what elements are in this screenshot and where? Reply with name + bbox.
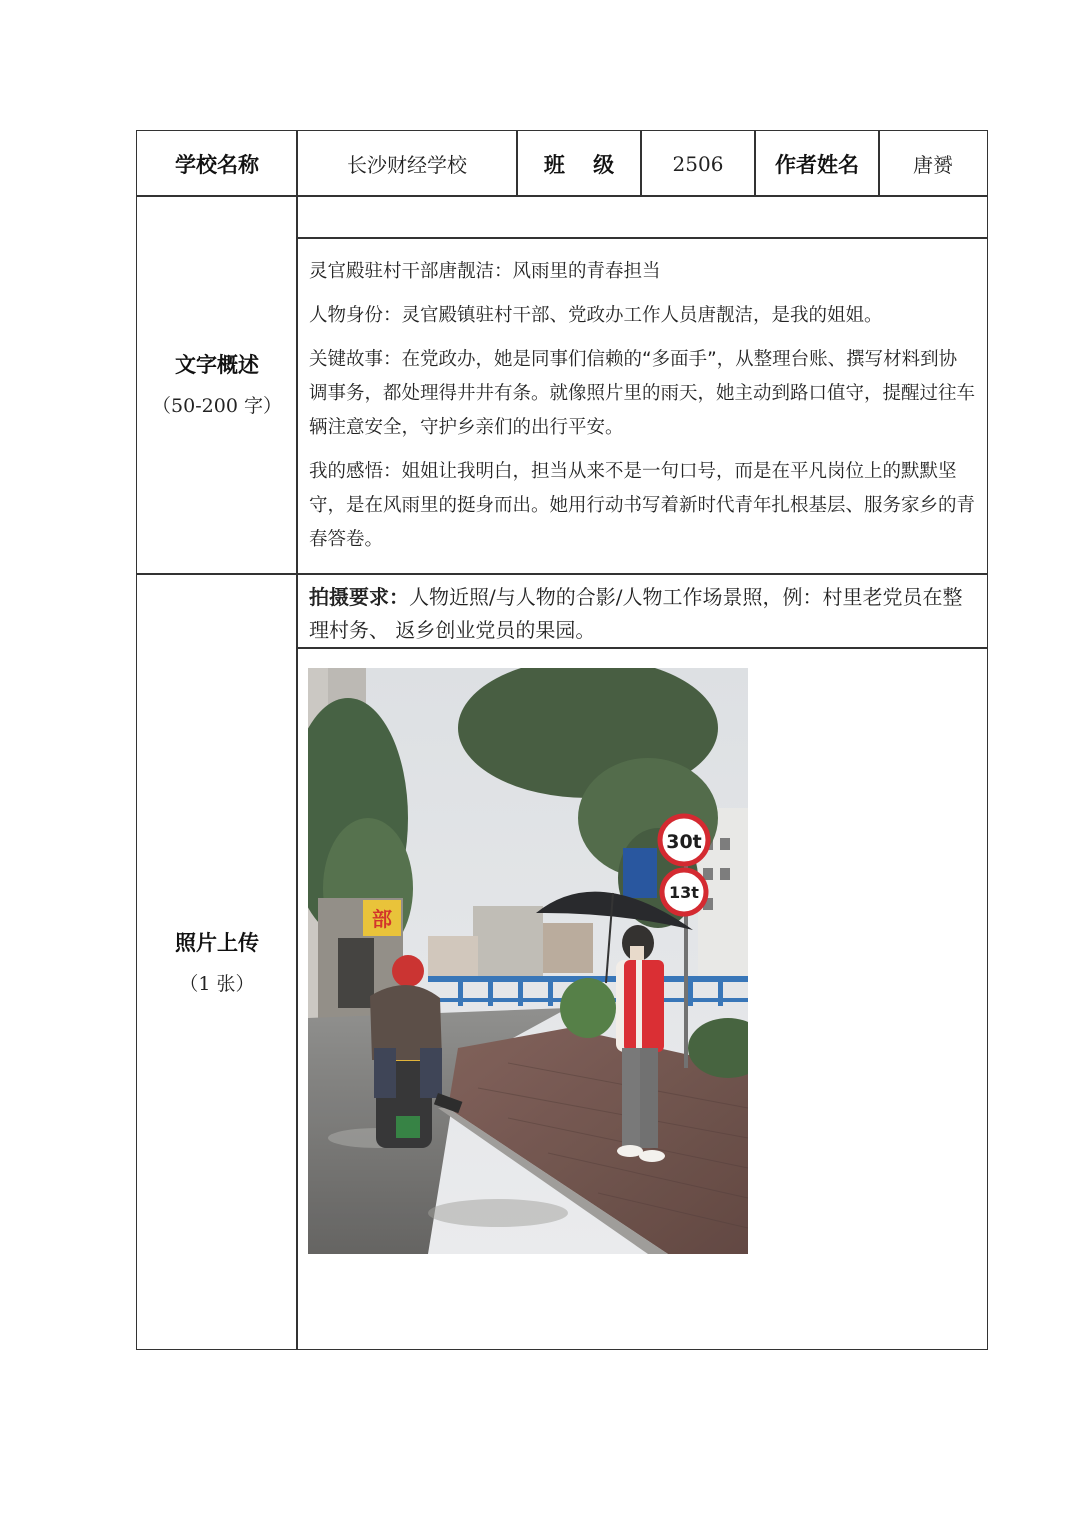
submission-form-table [136,130,988,1350]
header-divider-2 [640,131,642,196]
summary-content [309,255,975,567]
summary-reflection: 我的感悟：姐姐让我明白，担当从来不是一句口号，而是在平凡岗位上的默默坚守，是在风雨里的挺身而出。她用行动书写着新时代青年扎根基层、服务家乡的青春答卷。 [309,461,976,550]
summary-inner-rule [297,237,988,239]
class-label: 班 级 [543,151,615,177]
summary-label-block [137,349,297,418]
summary-sublabel: （50-200 字） [152,395,282,417]
requirement-label: 拍摄要求： [309,585,409,609]
summary-label: 文字概述 [175,352,259,377]
author-name-label: 作者姓名 [775,151,859,177]
photo-label-block [137,927,297,996]
left-column-divider [296,131,298,1349]
school-name-label: 学校名称 [175,151,259,177]
header-divider-3 [754,131,756,196]
photo-label: 照片上传 [175,930,259,955]
author-name-value: 唐赟 [913,153,953,177]
uploaded-photo [308,668,748,1254]
header-divider-1 [516,131,518,196]
requirement-bottom-rule [297,647,988,649]
summary-story: 关键故事：在党政办，她是同事们信赖的“多面手”，从整理台账、撰写材料到协调事务，都处理得井井有条。就像照片里的雨天，她主动到路口值守，提醒过往车辆注意安全，守护乡亲们的出行平安。 [309,349,976,438]
class-value: 2506 [672,151,724,176]
photo-sublabel: （1 张） [179,973,255,995]
weight-sign-text: 13t [669,883,699,902]
summary-identity: 人物身份：灵官殿镇驻村干部、党政办工作人员唐靓洁，是我的姐姐。 [309,305,883,326]
summary-title: 灵官殿驻村干部唐靓洁：风雨里的青春担当 [309,261,661,282]
header-row [137,131,987,196]
summary-bottom-rule [137,573,987,575]
header-divider-4 [878,131,880,196]
requirement-text: 人物近照/与人物的合影/人物工作场景照，例：村里老党员在整理村务、 返乡创业党员的果园。 [309,585,963,642]
school-name-value: 长沙财经学校 [347,153,467,177]
header-bottom-rule [137,195,987,197]
speed-sign-text: 30t [666,831,702,853]
photo-requirement [309,581,975,647]
shop-sign-text: 部 [372,907,392,931]
